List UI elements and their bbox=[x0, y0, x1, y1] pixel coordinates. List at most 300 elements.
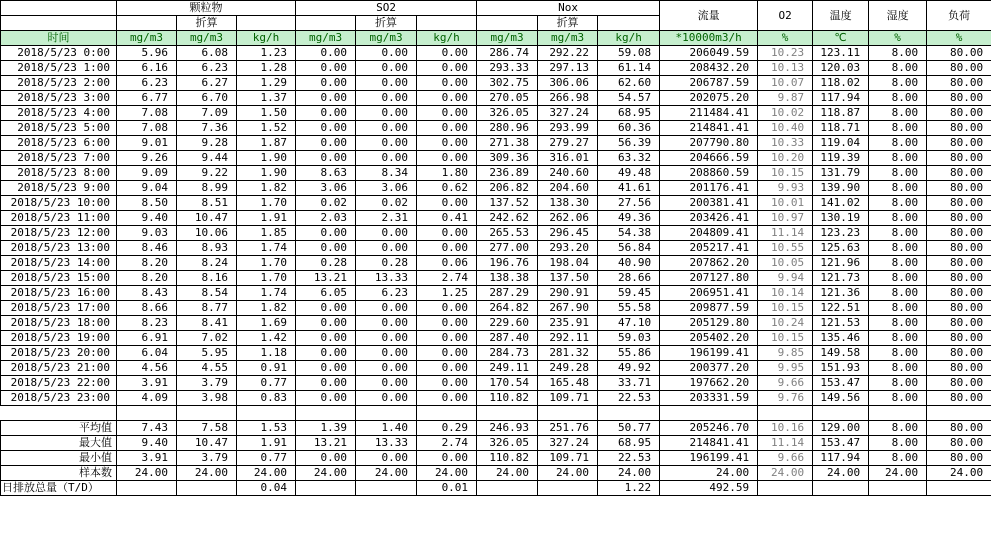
empty-cell bbox=[177, 406, 237, 421]
value-cell: 80.00 bbox=[927, 436, 991, 451]
value-cell: 6.05 bbox=[296, 286, 356, 301]
value-cell: 8.00 bbox=[869, 451, 927, 466]
value-cell: 206951.41 bbox=[660, 286, 758, 301]
time-cell: 2018/5/23 10:00 bbox=[1, 196, 117, 211]
value-cell: 1.69 bbox=[237, 316, 296, 331]
value-cell: 1.90 bbox=[237, 166, 296, 181]
empty-cell bbox=[1, 16, 117, 31]
value-cell: 153.47 bbox=[813, 436, 869, 451]
value-cell: 201176.41 bbox=[660, 181, 758, 196]
value-cell bbox=[758, 481, 813, 496]
value-cell: 0.00 bbox=[296, 121, 356, 136]
value-cell: 316.01 bbox=[538, 151, 598, 166]
value-cell: 267.90 bbox=[538, 301, 598, 316]
value-cell: 80.00 bbox=[927, 151, 991, 166]
value-cell: 0.00 bbox=[417, 331, 477, 346]
value-cell: 0.29 bbox=[417, 421, 477, 436]
value-cell bbox=[477, 481, 538, 496]
value-cell: 80.00 bbox=[927, 181, 991, 196]
value-cell: 120.03 bbox=[813, 61, 869, 76]
value-cell: 8.00 bbox=[869, 91, 927, 106]
value-cell: 1.40 bbox=[356, 421, 417, 436]
value-cell: 1.42 bbox=[237, 331, 296, 346]
value-cell: 0.04 bbox=[237, 481, 296, 496]
value-cell: 80.00 bbox=[927, 316, 991, 331]
value-cell: 10.55 bbox=[758, 241, 813, 256]
value-cell: 262.06 bbox=[538, 211, 598, 226]
value-cell: 8.00 bbox=[869, 151, 927, 166]
value-cell: 8.00 bbox=[869, 241, 927, 256]
value-cell: 8.00 bbox=[869, 436, 927, 451]
value-cell: 118.02 bbox=[813, 76, 869, 91]
value-cell: 62.60 bbox=[598, 76, 660, 91]
value-cell: 211484.41 bbox=[660, 106, 758, 121]
value-cell: 130.19 bbox=[813, 211, 869, 226]
value-cell: 290.91 bbox=[538, 286, 598, 301]
value-cell: 8.00 bbox=[869, 76, 927, 91]
value-cell: 280.96 bbox=[477, 121, 538, 136]
unit-cell: % bbox=[927, 31, 991, 46]
value-cell: 327.24 bbox=[538, 106, 598, 121]
value-cell: 80.00 bbox=[927, 421, 991, 436]
value-cell: 10.15 bbox=[758, 166, 813, 181]
time-cell: 2018/5/23 22:00 bbox=[1, 376, 117, 391]
value-cell: 0.00 bbox=[417, 241, 477, 256]
value-cell: 1.74 bbox=[237, 286, 296, 301]
value-cell: 292.11 bbox=[538, 331, 598, 346]
value-cell: 10.97 bbox=[758, 211, 813, 226]
value-cell: 33.71 bbox=[598, 376, 660, 391]
value-cell: 1.23 bbox=[237, 46, 296, 61]
value-cell: 0.00 bbox=[417, 91, 477, 106]
table-row bbox=[1, 121, 991, 136]
value-cell: 1.70 bbox=[237, 271, 296, 286]
value-cell: 1.70 bbox=[237, 196, 296, 211]
value-cell: 10.06 bbox=[177, 226, 237, 241]
value-cell: 1.39 bbox=[296, 421, 356, 436]
value-cell: 0.00 bbox=[296, 346, 356, 361]
value-cell: 1.18 bbox=[237, 346, 296, 361]
value-cell bbox=[177, 481, 237, 496]
value-cell: 47.10 bbox=[598, 316, 660, 331]
summary-label: 平均值 bbox=[1, 421, 117, 436]
value-cell: 1.29 bbox=[237, 76, 296, 91]
table-row bbox=[1, 301, 991, 316]
group-particulate: 颗粒物 bbox=[117, 1, 296, 16]
value-cell: 208432.20 bbox=[660, 61, 758, 76]
value-cell: 109.71 bbox=[538, 391, 598, 406]
value-cell: 0.83 bbox=[237, 391, 296, 406]
value-cell: 206049.59 bbox=[660, 46, 758, 61]
value-cell: 6.70 bbox=[177, 91, 237, 106]
value-cell: 0.00 bbox=[356, 106, 417, 121]
value-cell: 7.09 bbox=[177, 106, 237, 121]
value-cell: 40.90 bbox=[598, 256, 660, 271]
value-cell: 202075.20 bbox=[660, 91, 758, 106]
value-cell: 0.00 bbox=[356, 91, 417, 106]
value-cell: 8.43 bbox=[117, 286, 177, 301]
value-cell: 1.90 bbox=[237, 151, 296, 166]
time-cell: 2018/5/23 1:00 bbox=[1, 61, 117, 76]
value-cell: 123.11 bbox=[813, 46, 869, 61]
value-cell: 204809.41 bbox=[660, 226, 758, 241]
empty-cell bbox=[598, 406, 660, 421]
value-cell: 9.95 bbox=[758, 361, 813, 376]
value-cell: 0.00 bbox=[356, 301, 417, 316]
value-cell: 8.99 bbox=[177, 181, 237, 196]
table-row bbox=[1, 166, 991, 181]
value-cell: 7.58 bbox=[177, 421, 237, 436]
value-cell: 80.00 bbox=[927, 391, 991, 406]
value-cell: 9.85 bbox=[758, 346, 813, 361]
value-cell: 0.00 bbox=[296, 391, 356, 406]
value-cell: 0.00 bbox=[417, 361, 477, 376]
time-cell: 2018/5/23 21:00 bbox=[1, 361, 117, 376]
value-cell: 8.00 bbox=[869, 211, 927, 226]
time-cell: 2018/5/23 15:00 bbox=[1, 271, 117, 286]
table-row bbox=[1, 46, 991, 61]
value-cell: 9.04 bbox=[117, 181, 177, 196]
time-cell: 2018/5/23 17:00 bbox=[1, 301, 117, 316]
value-cell: 5.95 bbox=[177, 346, 237, 361]
value-cell: 0.28 bbox=[356, 256, 417, 271]
value-cell: 8.00 bbox=[869, 391, 927, 406]
summary-row bbox=[1, 466, 991, 481]
conv-label-nox: 折算 bbox=[538, 16, 598, 31]
value-cell: 129.00 bbox=[813, 421, 869, 436]
value-cell: 24.00 bbox=[813, 466, 869, 481]
value-cell: 24.00 bbox=[660, 466, 758, 481]
value-cell: 123.23 bbox=[813, 226, 869, 241]
value-cell: 10.40 bbox=[758, 121, 813, 136]
time-cell: 2018/5/23 12:00 bbox=[1, 226, 117, 241]
table-row bbox=[1, 211, 991, 226]
col-temp-header: 温度 bbox=[813, 1, 869, 31]
value-cell: 6.91 bbox=[117, 331, 177, 346]
group-so2: SO2 bbox=[296, 1, 477, 16]
value-cell: 206787.59 bbox=[660, 76, 758, 91]
value-cell: 203331.59 bbox=[660, 391, 758, 406]
time-cell: 2018/5/23 6:00 bbox=[1, 136, 117, 151]
value-cell: 8.51 bbox=[177, 196, 237, 211]
group-nox: Nox bbox=[477, 1, 660, 16]
value-cell: 121.53 bbox=[813, 316, 869, 331]
time-cell: 2018/5/23 23:00 bbox=[1, 391, 117, 406]
value-cell: 59.08 bbox=[598, 46, 660, 61]
value-cell: 11.14 bbox=[758, 226, 813, 241]
value-cell: 50.77 bbox=[598, 421, 660, 436]
value-cell: 131.79 bbox=[813, 166, 869, 181]
value-cell: 80.00 bbox=[927, 226, 991, 241]
value-cell: 117.94 bbox=[813, 91, 869, 106]
value-cell: 80.00 bbox=[927, 286, 991, 301]
value-cell: 8.77 bbox=[177, 301, 237, 316]
value-cell: 80.00 bbox=[927, 106, 991, 121]
value-cell: 1.87 bbox=[237, 136, 296, 151]
value-cell: 0.00 bbox=[417, 106, 477, 121]
empty-cell bbox=[1, 406, 117, 421]
value-cell: 326.05 bbox=[477, 436, 538, 451]
value-cell: 8.34 bbox=[356, 166, 417, 181]
empty-cell bbox=[660, 406, 758, 421]
value-cell: 0.02 bbox=[296, 196, 356, 211]
unit-cell: *10000m3/h bbox=[660, 31, 758, 46]
value-cell: 8.00 bbox=[869, 61, 927, 76]
value-cell: 8.00 bbox=[869, 346, 927, 361]
table-row bbox=[1, 76, 991, 91]
table-body bbox=[1, 46, 991, 496]
time-column-header: 时间 bbox=[1, 31, 117, 46]
value-cell: 8.20 bbox=[117, 271, 177, 286]
value-cell: 6.23 bbox=[117, 76, 177, 91]
time-cell: 2018/5/23 2:00 bbox=[1, 76, 117, 91]
value-cell: 80.00 bbox=[927, 376, 991, 391]
value-cell: 293.33 bbox=[477, 61, 538, 76]
value-cell: 249.11 bbox=[477, 361, 538, 376]
value-cell: 138.38 bbox=[477, 271, 538, 286]
unit-cell: mg/m3 bbox=[117, 31, 177, 46]
value-cell: 208860.59 bbox=[660, 166, 758, 181]
value-cell: 200381.41 bbox=[660, 196, 758, 211]
value-cell: 8.00 bbox=[869, 136, 927, 151]
value-cell: 209877.59 bbox=[660, 301, 758, 316]
value-cell: 0.62 bbox=[417, 181, 477, 196]
value-cell: 24.00 bbox=[538, 466, 598, 481]
value-cell: 327.24 bbox=[538, 436, 598, 451]
value-cell: 24.00 bbox=[177, 466, 237, 481]
unit-cell: mg/m3 bbox=[477, 31, 538, 46]
table-row bbox=[1, 346, 991, 361]
value-cell: 206.82 bbox=[477, 181, 538, 196]
value-cell: 0.00 bbox=[296, 106, 356, 121]
value-cell: 8.66 bbox=[117, 301, 177, 316]
value-cell: 80.00 bbox=[927, 76, 991, 91]
value-cell: 80.00 bbox=[927, 136, 991, 151]
value-cell: 119.04 bbox=[813, 136, 869, 151]
value-cell: 0.00 bbox=[417, 301, 477, 316]
value-cell: 13.21 bbox=[296, 271, 356, 286]
value-cell: 0.00 bbox=[356, 76, 417, 91]
value-cell: 10.13 bbox=[758, 61, 813, 76]
value-cell: 0.00 bbox=[296, 331, 356, 346]
value-cell: 271.38 bbox=[477, 136, 538, 151]
value-cell: 286.74 bbox=[477, 46, 538, 61]
value-cell: 8.00 bbox=[869, 196, 927, 211]
empty-cell bbox=[538, 406, 598, 421]
value-cell: 0.00 bbox=[296, 376, 356, 391]
value-cell: 0.00 bbox=[417, 46, 477, 61]
value-cell: 49.48 bbox=[598, 166, 660, 181]
value-cell: 121.96 bbox=[813, 256, 869, 271]
value-cell: 4.56 bbox=[117, 361, 177, 376]
value-cell: 0.00 bbox=[356, 316, 417, 331]
value-cell: 8.00 bbox=[869, 46, 927, 61]
value-cell: 6.16 bbox=[117, 61, 177, 76]
value-cell: 149.56 bbox=[813, 391, 869, 406]
empty-cell bbox=[356, 406, 417, 421]
empty-cell bbox=[237, 406, 296, 421]
value-cell: 200377.20 bbox=[660, 361, 758, 376]
table-row bbox=[1, 256, 991, 271]
value-cell: 68.95 bbox=[598, 436, 660, 451]
col-humidity-header: 湿度 bbox=[869, 1, 927, 31]
value-cell: 119.39 bbox=[813, 151, 869, 166]
value-cell: 198.04 bbox=[538, 256, 598, 271]
value-cell: 6.23 bbox=[356, 286, 417, 301]
table-header bbox=[1, 1, 991, 46]
col-load-header: 负荷 bbox=[927, 1, 991, 31]
value-cell: 59.03 bbox=[598, 331, 660, 346]
value-cell: 1.82 bbox=[237, 181, 296, 196]
value-cell: 205402.20 bbox=[660, 331, 758, 346]
value-cell: 7.36 bbox=[177, 121, 237, 136]
summary-label: 最大值 bbox=[1, 436, 117, 451]
value-cell: 249.28 bbox=[538, 361, 598, 376]
value-cell: 8.00 bbox=[869, 301, 927, 316]
value-cell: 10.05 bbox=[758, 256, 813, 271]
value-cell: 54.38 bbox=[598, 226, 660, 241]
col-flow-header: 流量 bbox=[660, 1, 758, 31]
value-cell: 24.00 bbox=[598, 466, 660, 481]
col-o2-header: O2 bbox=[758, 1, 813, 31]
value-cell: 204666.59 bbox=[660, 151, 758, 166]
daily-total-row bbox=[1, 481, 991, 496]
value-cell: 8.54 bbox=[177, 286, 237, 301]
summary-row bbox=[1, 421, 991, 436]
value-cell: 0.00 bbox=[417, 316, 477, 331]
value-cell: 0.00 bbox=[417, 346, 477, 361]
value-cell: 246.93 bbox=[477, 421, 538, 436]
value-cell: 80.00 bbox=[927, 256, 991, 271]
value-cell: 0.00 bbox=[356, 226, 417, 241]
value-cell: 205129.80 bbox=[660, 316, 758, 331]
empty-cell bbox=[296, 16, 356, 31]
value-cell: 0.00 bbox=[417, 76, 477, 91]
value-cell: 279.27 bbox=[538, 136, 598, 151]
empty-cell bbox=[927, 406, 991, 421]
value-cell: 61.14 bbox=[598, 61, 660, 76]
value-cell: 80.00 bbox=[927, 301, 991, 316]
value-cell: 80.00 bbox=[927, 166, 991, 181]
value-cell: 9.28 bbox=[177, 136, 237, 151]
value-cell: 0.91 bbox=[237, 361, 296, 376]
value-cell: 3.91 bbox=[117, 376, 177, 391]
value-cell: 24.00 bbox=[417, 466, 477, 481]
value-cell: 7.08 bbox=[117, 106, 177, 121]
value-cell: 11.14 bbox=[758, 436, 813, 451]
value-cell: 196.76 bbox=[477, 256, 538, 271]
empty-cell bbox=[417, 406, 477, 421]
value-cell: 9.66 bbox=[758, 451, 813, 466]
value-cell: 0.00 bbox=[356, 361, 417, 376]
corner-cell bbox=[1, 1, 117, 16]
value-cell: 306.06 bbox=[538, 76, 598, 91]
value-cell: 1.50 bbox=[237, 106, 296, 121]
value-cell: 0.00 bbox=[296, 241, 356, 256]
value-cell: 24.00 bbox=[356, 466, 417, 481]
value-cell: 3.79 bbox=[177, 376, 237, 391]
value-cell: 287.29 bbox=[477, 286, 538, 301]
value-cell: 205246.70 bbox=[660, 421, 758, 436]
value-cell: 10.15 bbox=[758, 301, 813, 316]
table-row bbox=[1, 136, 991, 151]
value-cell: 0.00 bbox=[356, 331, 417, 346]
value-cell: 6.27 bbox=[177, 76, 237, 91]
value-cell: 0.00 bbox=[417, 451, 477, 466]
value-cell: 277.00 bbox=[477, 241, 538, 256]
value-cell: 8.16 bbox=[177, 271, 237, 286]
table-row bbox=[1, 196, 991, 211]
time-cell: 2018/5/23 7:00 bbox=[1, 151, 117, 166]
value-cell: 10.16 bbox=[758, 421, 813, 436]
time-cell: 2018/5/23 0:00 bbox=[1, 46, 117, 61]
value-cell: 196199.41 bbox=[660, 346, 758, 361]
value-cell: 54.57 bbox=[598, 91, 660, 106]
value-cell: 207862.20 bbox=[660, 256, 758, 271]
value-cell: 121.73 bbox=[813, 271, 869, 286]
value-cell: 121.36 bbox=[813, 286, 869, 301]
value-cell: 0.00 bbox=[296, 91, 356, 106]
value-cell: 0.00 bbox=[417, 226, 477, 241]
value-cell: 0.00 bbox=[356, 391, 417, 406]
value-cell: 8.00 bbox=[869, 316, 927, 331]
value-cell: 24.00 bbox=[758, 466, 813, 481]
value-cell: 235.91 bbox=[538, 316, 598, 331]
table-row bbox=[1, 376, 991, 391]
value-cell: 9.44 bbox=[177, 151, 237, 166]
value-cell: 3.06 bbox=[356, 181, 417, 196]
value-cell: 1.52 bbox=[237, 121, 296, 136]
unit-cell: % bbox=[869, 31, 927, 46]
value-cell: 8.63 bbox=[296, 166, 356, 181]
value-cell: 55.86 bbox=[598, 346, 660, 361]
value-cell: 0.00 bbox=[356, 241, 417, 256]
value-cell: 8.50 bbox=[117, 196, 177, 211]
value-cell: 110.82 bbox=[477, 391, 538, 406]
value-cell: 0.00 bbox=[417, 376, 477, 391]
value-cell: 7.43 bbox=[117, 421, 177, 436]
value-cell: 80.00 bbox=[927, 451, 991, 466]
unit-cell: mg/m3 bbox=[177, 31, 237, 46]
value-cell: 10.15 bbox=[758, 331, 813, 346]
value-cell: 8.41 bbox=[177, 316, 237, 331]
value-cell: 6.04 bbox=[117, 346, 177, 361]
value-cell: 109.71 bbox=[538, 451, 598, 466]
value-cell: 10.14 bbox=[758, 286, 813, 301]
table-row bbox=[1, 226, 991, 241]
value-cell: 125.63 bbox=[813, 241, 869, 256]
value-cell: 0.00 bbox=[356, 376, 417, 391]
value-cell: 117.94 bbox=[813, 451, 869, 466]
value-cell: 287.40 bbox=[477, 331, 538, 346]
value-cell: 122.51 bbox=[813, 301, 869, 316]
unit-cell: % bbox=[758, 31, 813, 46]
summary-label: 最小值 bbox=[1, 451, 117, 466]
value-cell: 9.26 bbox=[117, 151, 177, 166]
value-cell: 10.24 bbox=[758, 316, 813, 331]
value-cell: 8.00 bbox=[869, 361, 927, 376]
table-row bbox=[1, 151, 991, 166]
value-cell: 0.00 bbox=[417, 121, 477, 136]
value-cell: 10.20 bbox=[758, 151, 813, 166]
value-cell: 0.00 bbox=[417, 151, 477, 166]
value-cell: 80.00 bbox=[927, 241, 991, 256]
spacer-row bbox=[1, 406, 991, 421]
value-cell: 8.24 bbox=[177, 256, 237, 271]
value-cell: 3.79 bbox=[177, 451, 237, 466]
table-row bbox=[1, 286, 991, 301]
time-cell: 2018/5/23 9:00 bbox=[1, 181, 117, 196]
